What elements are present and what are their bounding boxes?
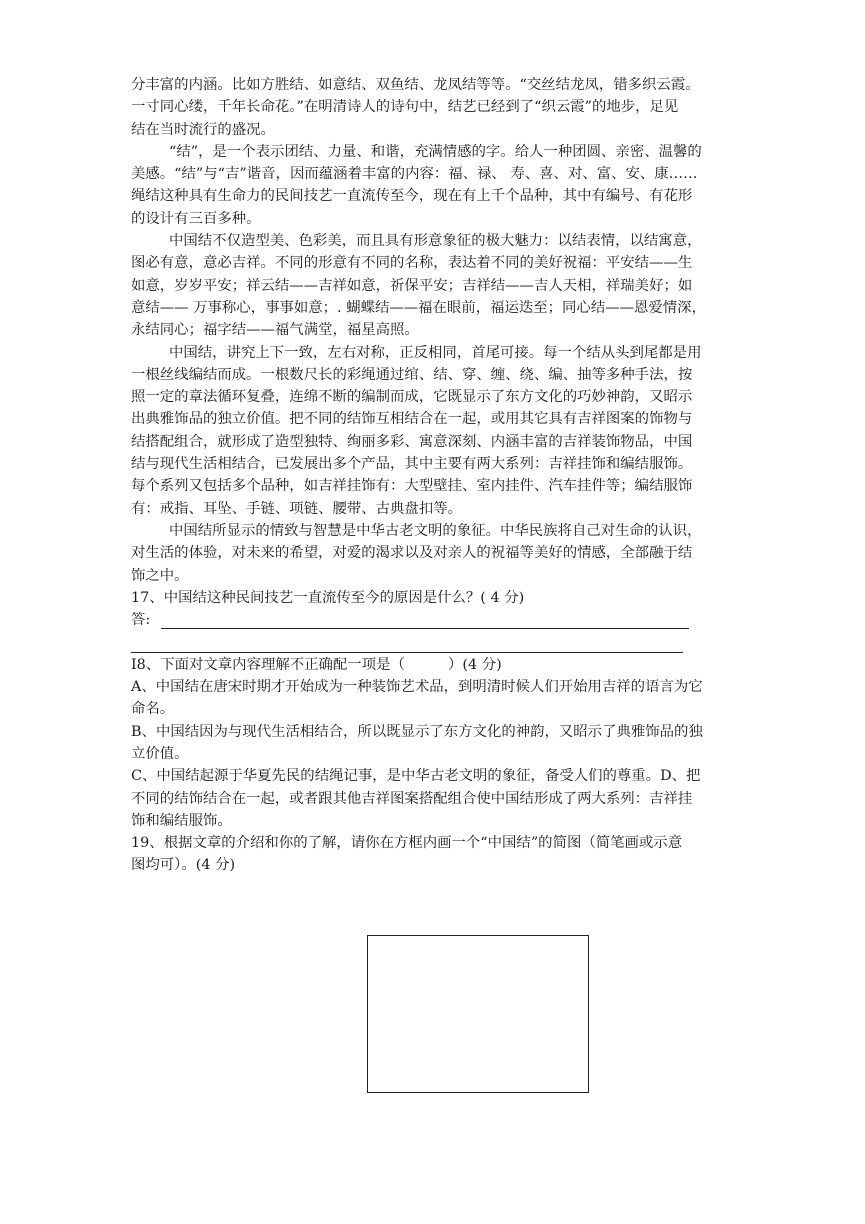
question-18-option-line: 立价值。 xyxy=(131,745,189,762)
passage-line: 美感。“结”与“吉”谐音，因而蕴涵着丰富的内容：福、禄、 寿、喜、对、富、安、康…… xyxy=(131,166,698,183)
question-19-line: 图均可）。(4 分) xyxy=(131,857,236,874)
passage-line: 饰之中。 xyxy=(131,567,189,584)
question-19 xyxy=(131,832,736,877)
passage xyxy=(131,74,736,587)
passage-line: 照一定的章法循环复叠，连绵不断的编制而成，它既显示了东方文化的巧妙神韵，又昭示 xyxy=(131,389,693,406)
question-18-option-line: A、中国结在唐宋时期才开始成为一种装饰艺术品，到明清时候人们开始用吉祥的语言为它 xyxy=(131,679,703,696)
document-page xyxy=(131,74,736,877)
passage-line: 中国结所显示的情致与智慧是中华古老文明的象征。中华民族将自己对生命的认识， xyxy=(169,522,702,539)
passage-line: 一根丝线编结而成。一根数尺长的彩绳通过绾、结、穿、缠、绕、编、抽等多种手法，按 xyxy=(131,366,693,383)
passage-line: 中国结不仅造型美、色彩美，而且具有形意象征的极大魅力：以结表情，以结寓意， xyxy=(169,233,702,250)
question-17: 17、中国结这种民间技艺一直流传至今的原因是什么？( 4 分) xyxy=(131,589,525,606)
passage-line: 结搭配组合，就形成了造型独特、绚丽多彩、寓意深刻、内涵丰富的吉祥装饰物品，中国 xyxy=(131,433,693,450)
answer-17-row xyxy=(131,609,736,631)
passage-line: 一寸同心缕，千年长命花。”在明清诗人的诗句中，结艺已经到了“织云霞”的地步，足见 xyxy=(131,99,679,116)
passage-line: 中国结，讲究上下一致，左右对称，正反相同，首尾可接。每一个结从头到尾都是用 xyxy=(169,344,702,361)
question-18-option-line: B、中国结因为与现代生活相结合，所以既显示了东方文化的神韵，又昭示了典雅饰品的独 xyxy=(131,723,703,740)
answer-label: 答: xyxy=(131,612,151,629)
passage-line: 绳结这种具有生命力的民间技艺一直流传至今，现在有上千个品种，其中有编号、有花形 xyxy=(131,188,693,205)
passage-line: 结与现代生活相结合，已发展出多个产品，其中主要有两大系列：吉祥挂饰和编结服饰。 xyxy=(131,456,693,473)
question-18-option-line: 不同的结饰结合在一起，或者跟其他吉祥图案搭配组合使中国结形成了两大系列：吉祥挂 xyxy=(131,790,693,807)
passage-line: 每个系列又包括多个品种，如吉祥挂饰有：大型壁挂、室内挂件、汽车挂件等；编结服饰 xyxy=(131,478,693,495)
drawing-box[interactable] xyxy=(367,935,589,1093)
passage-line: 分丰富的内涵。比如方胜结、如意结、双鱼结、龙凤结等等。“交丝结龙凤，错多织云霞。 xyxy=(131,77,700,93)
passage-line: 的设计有三百多种。 xyxy=(131,210,261,227)
passage-line: 对生活的体验，对未来的希望，对爱的渴求以及对亲人的祝福等美好的情感，全部融于结 xyxy=(131,545,693,562)
passage-line: 永结同心；福字结——福气满堂，福星高照。 xyxy=(131,322,419,339)
passage-line: 有：戒指、耳坠、手链、项链、腰带、古典盘扣等。 xyxy=(131,500,462,517)
answer-line-2-row xyxy=(131,631,736,653)
question-18-option-line: 饰和编结服饰。 xyxy=(131,812,232,829)
question-18: I8、下面对文章内容理解不正确配一项是（ ）(4 分) xyxy=(131,656,502,673)
passage-line: 结在当时流行的盛况。 xyxy=(131,121,275,138)
passage-line: 意结—— 万事称心，事事如意；. 蝴蝶结——福在眼前，福运迭至；同心结——恩爱情深， xyxy=(131,299,706,316)
question-18-option-line: 命名。 xyxy=(131,701,175,718)
passage-line: 出典雅饰品的独立价值。把不同的结饰互相结合在一起，或用其它具有吉祥图案的饰物与 xyxy=(131,411,693,428)
question-19-line: 19、根据文章的介绍和你的了解，请你在方框内画一个“中国结”的简图（简笔画或示意 xyxy=(131,835,683,852)
passage-line: 图必有意，意必吉祥。不同的形意有不同的名称，表达着不同的美好祝福：平安结——生 xyxy=(131,255,693,272)
answer-line-1[interactable] xyxy=(161,614,689,629)
passage-line: “结”，是一个表示团结、力量、和谐，充满情感的字。给人一种团圆、亲密、温馨的 xyxy=(169,143,702,160)
passage-line: 如意，岁岁平安；祥云结——吉祥如意，祈保平安；吉祥结——吉人天相，祥瑞美好；如 xyxy=(131,277,693,294)
question-18-options xyxy=(131,676,736,832)
question-18-option-line: C、中国结起源于华夏先民的结绳记事，是中华古老文明的象征，备受人们的尊重。D、把 xyxy=(131,768,701,785)
answer-line-2[interactable] xyxy=(131,652,683,653)
